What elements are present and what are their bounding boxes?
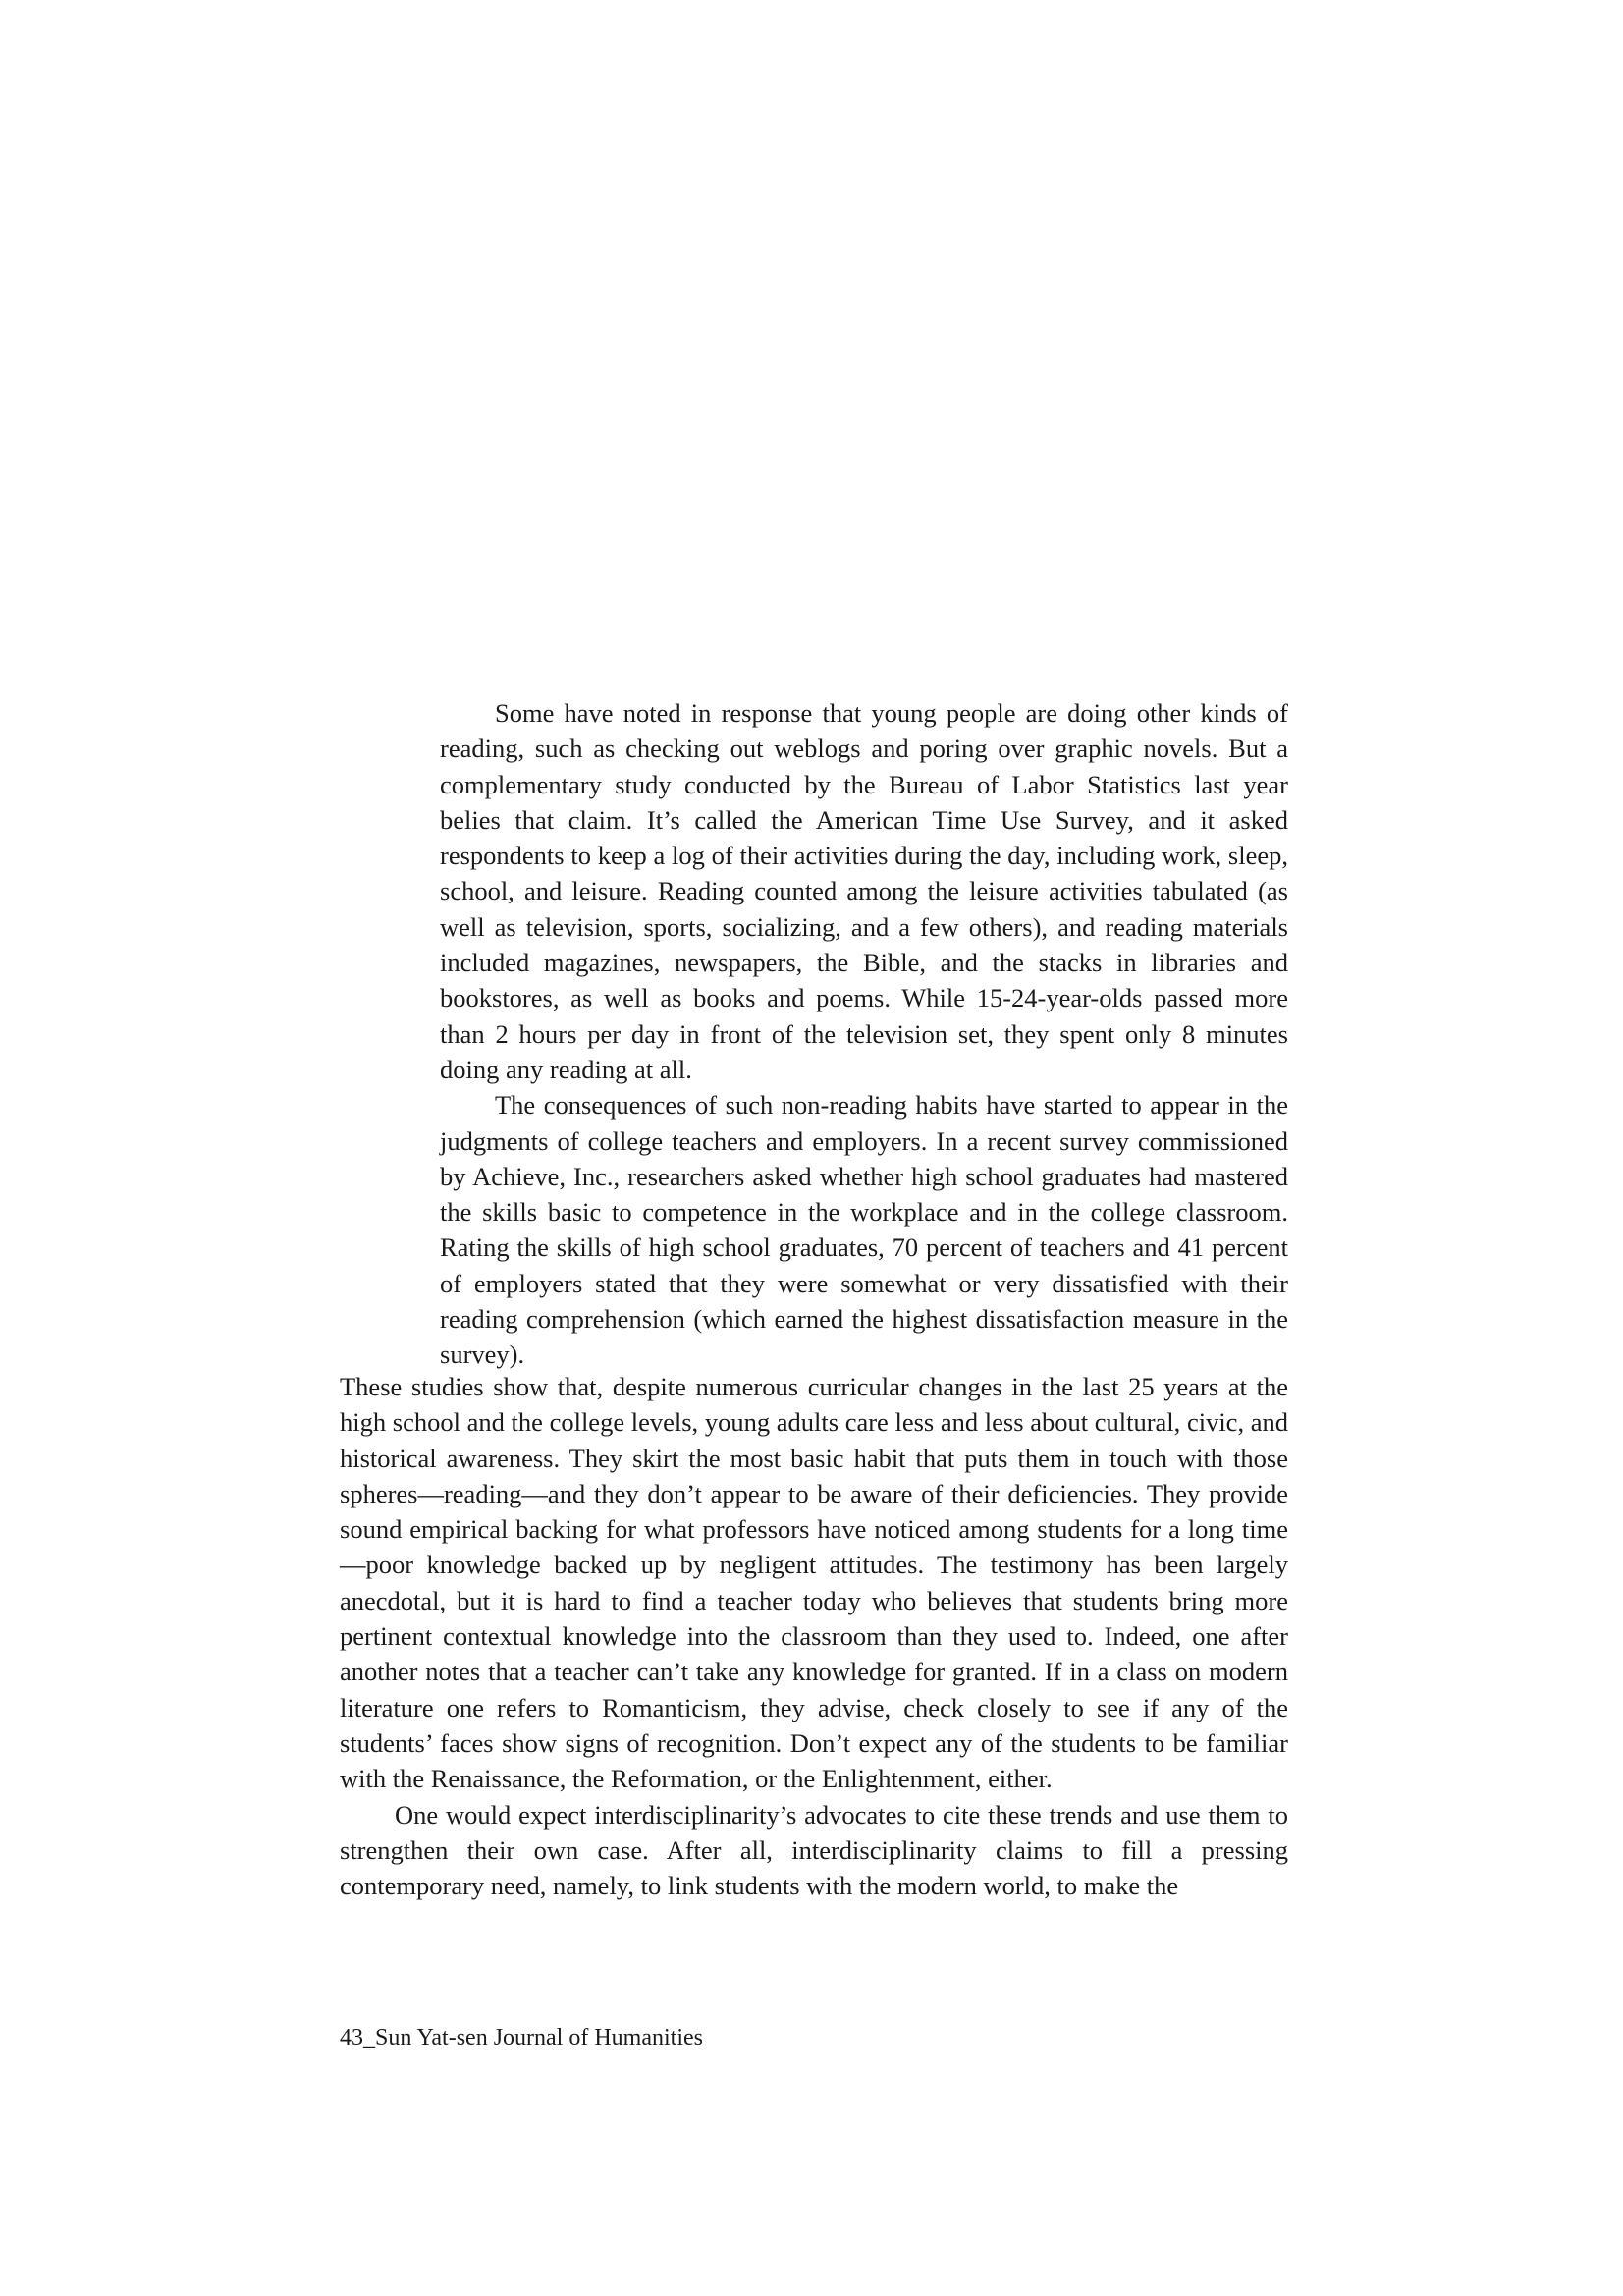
quote-paragraph-2: The consequences of such non-reading habits have started to appear in the judgments of college teachers and employers. In a recent survey commissioned by Achieve, Inc., researchers asked whether high school graduates had mastered the skills basic to competence in the workplace and in the college classroom. Rating the skills of high school graduates, 70 percent of teachers and 41 percent of employers stated that they were somewhat or very dissatisfied with their reading comprehension (which earned the highest dissatisfaction measure in the survey). (440, 1090, 1288, 1370)
body-text (340, 1369, 1288, 1903)
body-paragraph-1: These studies show that, despite numerous curricular changes in the last 25 years at the high school and the college levels, young adults care less and less about cultural, civic, and historical awareness. They skirt the most basic habit that puts them in touch with those spheres—reading—and they don’t appear to be aware of their deficiencies. They provide sound empirical backing for what professors have noticed among students for a long time—poor knowledge backed up by negligent attitudes. The testimony has been largely anecdotal, but it is hard to find a teacher today who believes that students bring more pertinent contextual knowledge into the classroom than they used to. Indeed, one after another notes that a teacher can’t take any knowledge for granted. If in a class on modern literature one refers to Romanticism, they advise, check closely to see if any of the students’ faces show signs of recognition. Don’t expect any of the students to be familiar with the Renaissance, the Reformation, or the Enlightenment, either. (340, 1372, 1288, 1794)
page-footer: 43_Sun Yat-sen Journal of Humanities (340, 2025, 703, 2050)
block-quote (440, 695, 1288, 1373)
quote-paragraph-1: Some have noted in response that young people are doing other kinds of reading, such as checking out weblogs and poring over graphic novels. But a complementary study conducted by the Bureau of Labor Statistics last year belies that claim. It’s called the American Time Use Survey, and it asked respondents to keep a log of their activities during the day, including work, sleep, school, and leisure. Reading counted among the leisure activities tabulated (as well as television, sports, socializing, and a few others), and reading materials included magazines, newspapers, the Bible, and the stacks in libraries and bookstores, as well as books and poems. While 15-24-year-olds passed more than 2 hours per day in front of the television set, they spent only 8 minutes doing any reading at all. (440, 698, 1288, 1084)
body-paragraph-2: One would expect interdisciplinarity’s advocates to cite these trends and use them to strengthen their own case. After all, interdisciplinarity claims to fill a pressing contemporary need, namely, to link students with the modern world, to make the (340, 1799, 1288, 1901)
